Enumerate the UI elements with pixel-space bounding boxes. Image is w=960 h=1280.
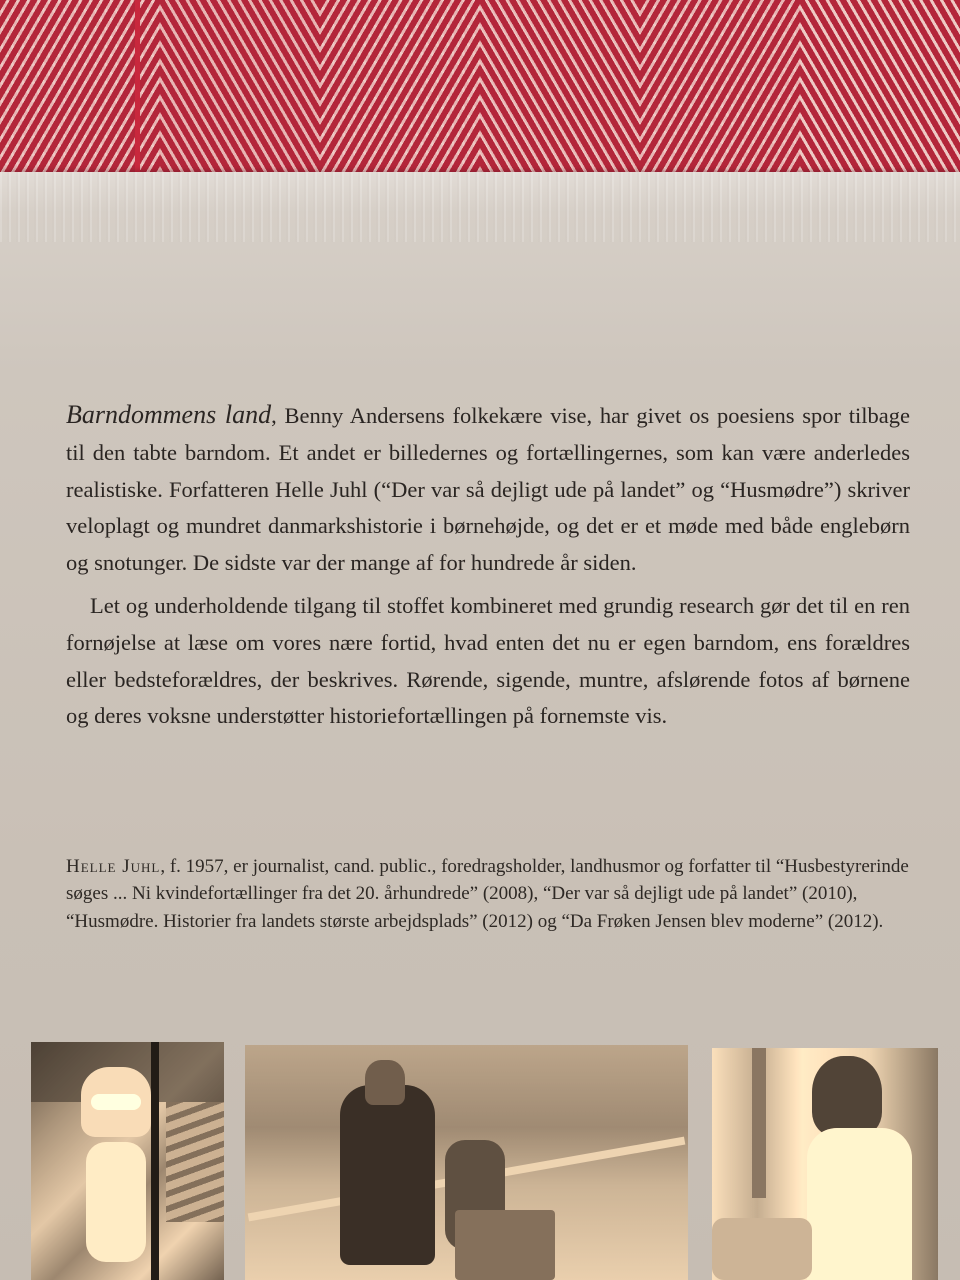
photo-detail: [86, 1142, 146, 1262]
fabric-seam: [135, 0, 140, 190]
blurb-paragraph-1: [66, 397, 910, 582]
red-herringbone-fabric-background: [0, 0, 960, 190]
photo-detail: [365, 1060, 405, 1105]
photo-boys-cart: [245, 1045, 688, 1280]
shrink-wrap-shine: [0, 172, 960, 242]
fabric-band: [320, 0, 480, 190]
photo-detail: [166, 1102, 224, 1222]
fabric-band: [640, 0, 800, 190]
photo-detail: [91, 1094, 141, 1110]
photo-detail: [712, 1218, 812, 1280]
photo-detail: [340, 1085, 435, 1265]
photo-detail: [752, 1048, 766, 1198]
blurb-text: [66, 397, 910, 735]
fabric-band: [480, 0, 640, 190]
author-name: Helle Juhl: [66, 856, 161, 877]
book-back-cover: [0, 172, 960, 1280]
blurb-paragraph-2: Let og underholdende tilgang til stoffet kombineret med grundig research gør det til en ren fornøjelse at læse om vores nære fortid, hvad enten det nu er egen barndom, ens forældres eller bedsteforældres, der beskrives. Rørende, sigende, muntre, afslørende fotos af børnene og deres voksne understøtter historiefortællingen på fornemste vis.: [66, 592, 910, 729]
blurb-paragraph-1-text: , Benny Andersens folkekære vise, har givet os poesiens spor tilbage til den tabte barndom. Et andet er billedernes og fortællingernes, som kan være anderledes realistiske. Forfatteren Helle Juhl (“Der var så dejligt ude på landet” og “Husmødre”) skriver veloplagt og mundret danmarkshistorie i børnehøjde, og det er et møde med både englebørn og snotunger. De sidste var der mange af for hundrede år siden.: [66, 403, 910, 576]
photo-detail: [455, 1210, 555, 1280]
photo-detail: [151, 1042, 159, 1280]
author-bio: [66, 853, 918, 935]
book-title-italic: Barndommens land: [66, 400, 272, 429]
fabric-band: [160, 0, 320, 190]
fabric-band: [800, 0, 960, 190]
photo-detail: [812, 1056, 882, 1136]
photo-girl-sunglasses: [31, 1042, 224, 1280]
photo-detail: [807, 1128, 912, 1280]
photo-boy-sink: [712, 1048, 938, 1280]
author-bio-text: , f. 1957, er journalist, cand. public., foredragsholder, landhusmor og forfatter til “Husbestyrerinde søges ... Ni kvindefortællinger fra det 20. århundrede” (2008), “Der var så dejligt ude på landet” (2010), “Husmødre. Historier fra landets største arbejdsplads” (2012) og “Da Frøken Jensen blev moderne” (2012).: [66, 856, 909, 932]
